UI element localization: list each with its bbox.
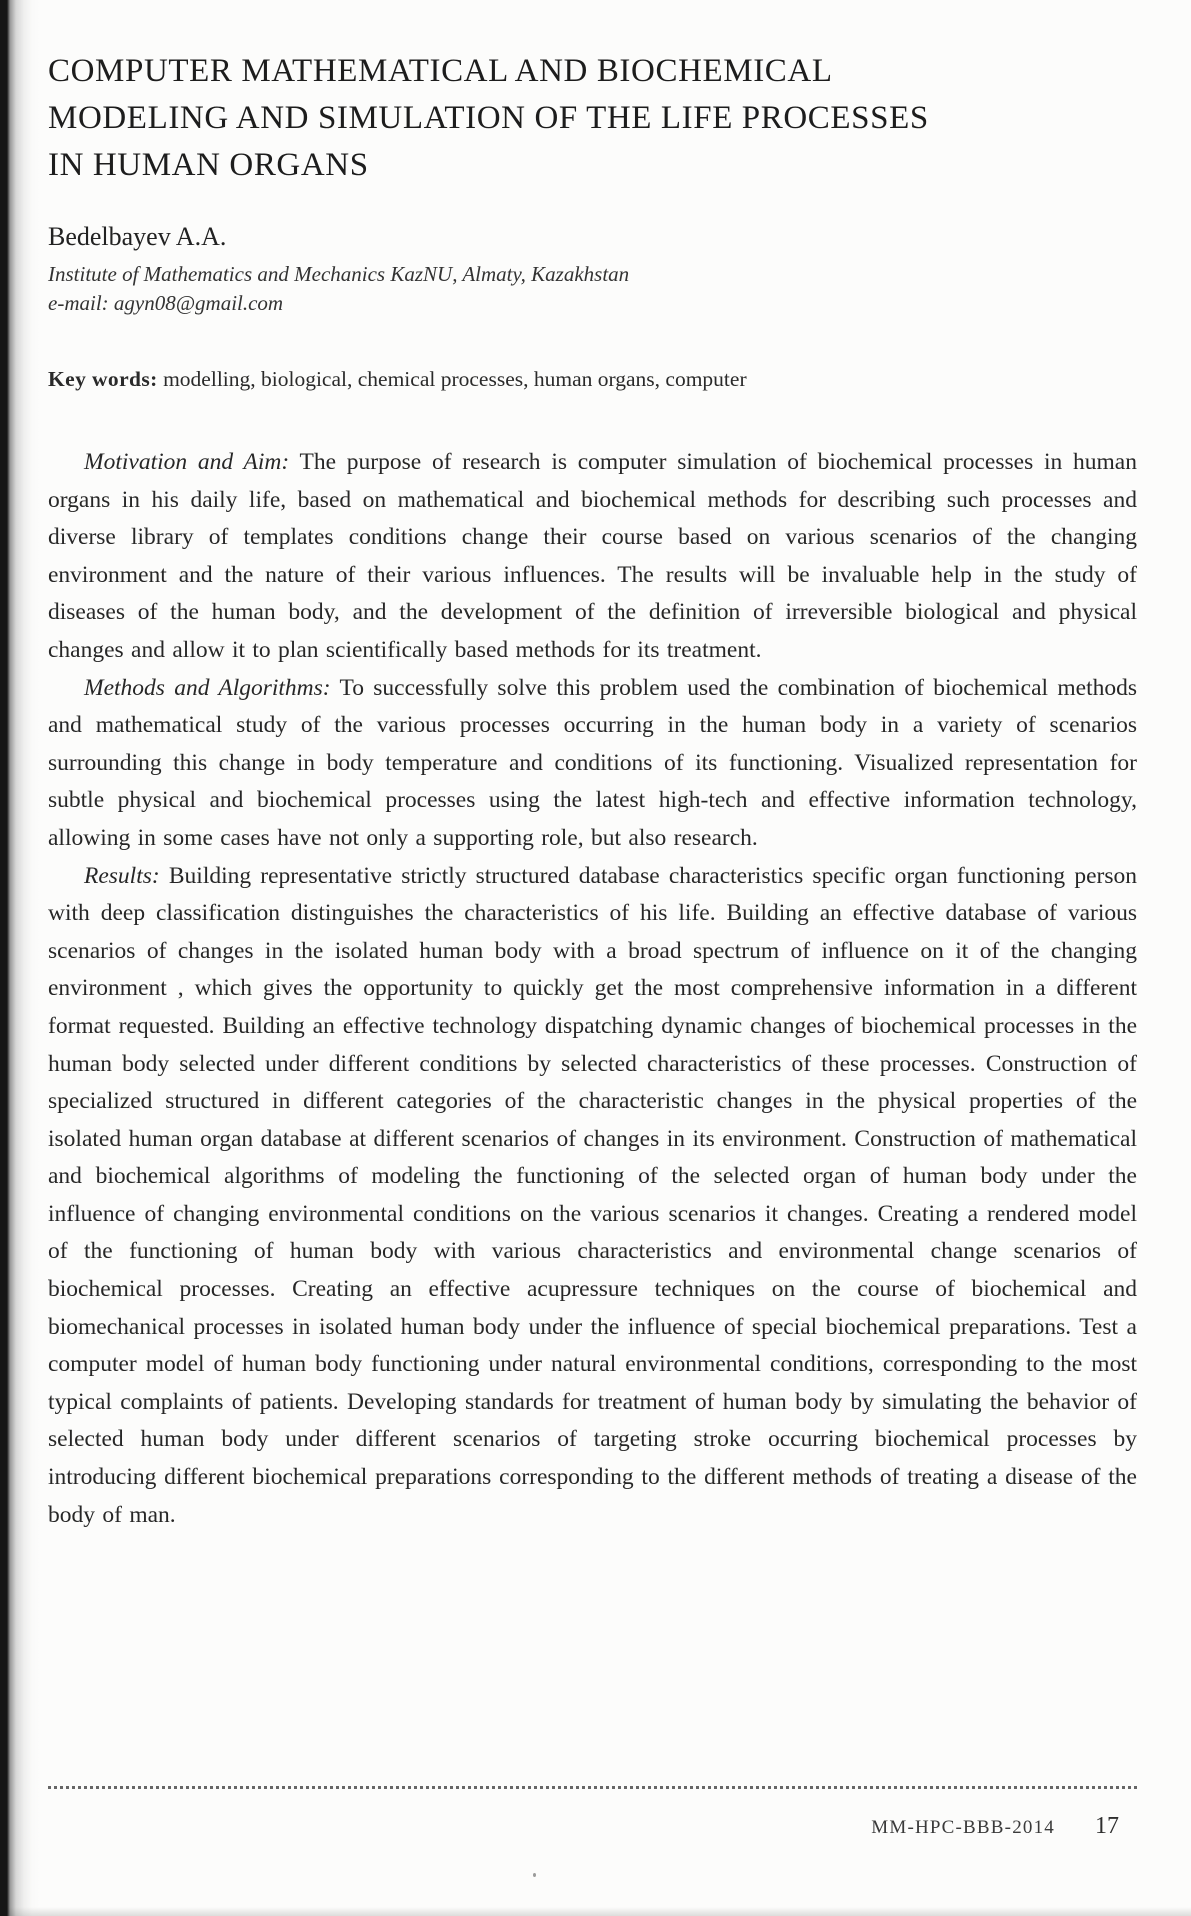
title-line-1: COMPUTER MATHEMATICAL AND BIOCHEMICAL bbox=[48, 53, 833, 89]
paragraph-motivation-and-aim bbox=[48, 444, 1137, 670]
footer-text-row bbox=[48, 1813, 1139, 1840]
paragraph-methods-and-algorithms bbox=[48, 670, 1137, 858]
scan-gutter-shadow bbox=[0, 0, 40, 1916]
keywords-text: modelling, biological, chemical processes, human organs, computer bbox=[163, 367, 747, 391]
keywords-label: Key words: bbox=[48, 367, 158, 391]
abstract-body bbox=[48, 444, 1137, 1534]
author-email-line: e-mail: agyn08@gmail.com bbox=[48, 291, 284, 315]
page-content bbox=[48, 48, 1137, 1534]
section-lead-methods: Methods and Algorithms: bbox=[84, 674, 331, 701]
author-affiliation: Institute of Mathematics and Mechanics KazNU, Almaty, Kazakhstan bbox=[48, 262, 630, 286]
footer-page-number: 17 bbox=[1095, 1813, 1119, 1839]
paragraph-results bbox=[48, 858, 1137, 1535]
section-lead-results: Results: bbox=[84, 862, 160, 889]
page-footer bbox=[48, 1786, 1139, 1840]
paper-title bbox=[48, 48, 1137, 189]
section-text-motivation: The purpose of research is computer simulation of biochemical processes in human organs in his daily life, based on mathematical and biochemical methods for describing such processes and diverse library of templates conditions change their course based on various scenarios of the changing environment and the nature of their various influences. The results will be invaluable help in the study of diseases of the human body, and the development of the definition of irreversible biological and physical changes and allow it to plan scientifically based methods for its treatment. bbox=[48, 449, 1137, 663]
author-name: Bedelbayev A.A. bbox=[48, 222, 227, 251]
title-line-2: MODELING AND SIMULATION OF THE LIFE PROCESSES bbox=[48, 100, 929, 136]
section-lead-motivation: Motivation and Aim: bbox=[84, 449, 290, 475]
section-text-methods: To successfully solve this problem used the combination of biochemical methods and mathematical study of the various processes occurring in the human body in a variety of scenarios surrounding this change in body temperature and conditions of its functioning. Visualized representation for subtle physical and biochemical processes using the latest high-tech and effective information technology, allowing in some cases have not only a supporting role, but also research. bbox=[48, 674, 1137, 851]
scan-noise-speck bbox=[533, 1873, 536, 1877]
keywords-line bbox=[48, 365, 1137, 394]
footer-proceedings-code: MM-HPC-BBB-2014 bbox=[871, 1817, 1055, 1838]
scan-bottom-shadow bbox=[0, 1906, 1191, 1916]
title-line-3: IN HUMAN ORGANS bbox=[48, 147, 369, 183]
footer-dotted-rule bbox=[48, 1786, 1139, 1789]
section-text-results: Building representative strictly structured database characteristics specific organ functioning person with deep classification distinguishes the characteristics of his life. Building an effective database of various scenarios of changes in the isolated human body with a broad spectrum of influence on it of the changing environment , which gives the opportunity to quickly get the most comprehensive information in a different format requested. Building an effective technology dispatching dynamic changes of biochemical processes in the human body selected under different conditions by selected characteristics of these processes. Construction of specialized structured in different categories of the characteristic changes in the physical properties of the isolated human organ database at different scenarios of changes in its environment. Construction of mathematical and biochemical algorithms of modeling the functioning of the selected organ of human body under the influence of changing environmental conditions on the various scenarios it changes. Creating a rendered model of the functioning of human body with various characteristics and environmental change scenarios of biochemical processes. Creating an effective acupressure techniques on the course of biochemical and biomechanical processes in isolated human body under the influence of special biochemical preparations. Test a computer model of human body functioning under natural environmental conditions, corresponding to the most typical complaints of patients. Developing standards for treatment of human body by simulating the behavior of selected human body under different scenarios of targeting stroke occurring biochemical processes by introducing different biochemical preparations corresponding to the different methods of treating a disease of the body of man. bbox=[48, 862, 1137, 1528]
